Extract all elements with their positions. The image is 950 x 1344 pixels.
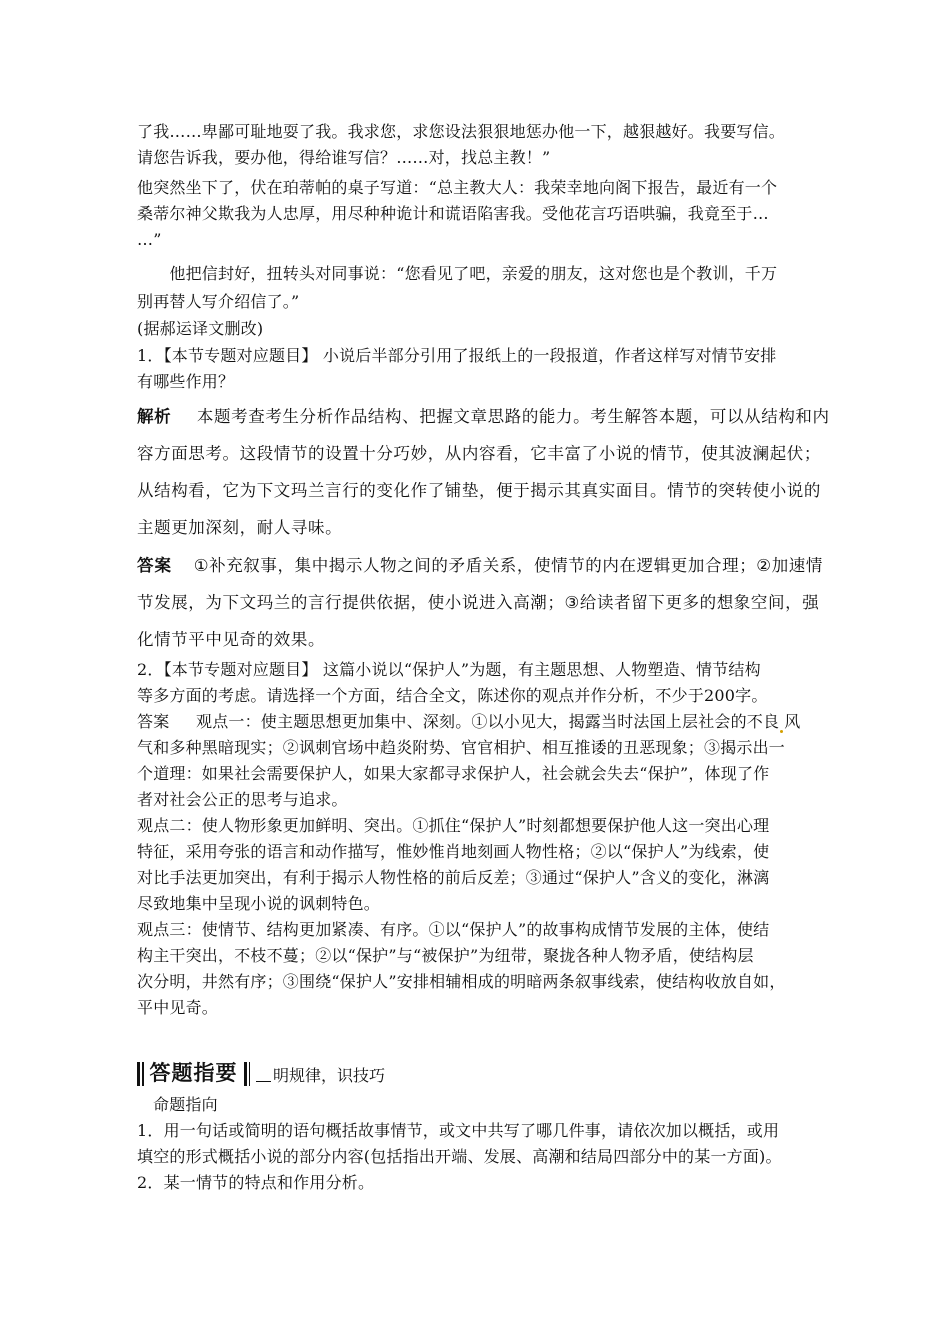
tip-item: 填空的形式概括小说的部分内容(包括指出开端、发展、高潮和结局四部分中的某一方面)。 — [137, 1147, 782, 1166]
viewpoint-3: 构主干突出，不枝不蔓；②以“保护”与“被保护”为纽带，聚拢各种人物矛盾，使结构层 — [137, 946, 754, 965]
analysis-line: 主题更加深刻，耐人寻味。 — [137, 518, 343, 537]
analysis-line: 容方面思考。这段情节的设置十分巧妙，从内容看，它丰富了小说的情节，使其波澜起伏； — [137, 444, 821, 463]
viewpoint-3: 次分明，井然有序；③围绕“保护人”安排相辅相成的明暗两条叙事线索，使结构收放自如， — [137, 972, 786, 991]
viewpoint-2: 对比手法更加突出，有利于揭示人物性格的前后反差；③通过“保护人”含义的变化，淋漓 — [137, 868, 770, 887]
answer-label: 答案 — [137, 712, 170, 731]
viewpoint-2: 特征，采用夸张的语言和动作描写，惟妙惟肖地刻画人物性格；②以“保护人”为线索，使 — [137, 842, 770, 861]
viewpoint-1: 气和多种黑暗现实；②讽刺官场中趋炎附势、官官相护、相互推诿的丑恶现象；③揭示出一 — [137, 738, 786, 757]
subsection-title: 命题指向 — [153, 1095, 218, 1114]
story-line: 他把信封好，扭转头对同事说：“您看见了吧，亲爱的朋友，这对您也是个教训，千万 — [137, 264, 778, 283]
tip-item: 2．某一情节的特点和作用分析。 — [137, 1173, 375, 1192]
answer-label: 答案 — [137, 556, 172, 575]
answer-line — [137, 547, 823, 584]
viewpoint-1: 者对社会公正的思考与追求。 — [137, 790, 348, 809]
source-note: (据郝运译文删改) — [137, 319, 264, 338]
heading-bar-icon — [244, 1062, 247, 1086]
viewpoint-2: 尽致地集中呈现小说的讽刺特色。 — [137, 894, 381, 913]
story-line: 别再替人写介绍信了。” — [137, 292, 300, 311]
story-line: 他突然坐下了，伏在珀蒂帕的桌子写道：“总主教大人：我荣幸地向阁下报告，最近有一个 — [137, 178, 778, 197]
viewpoint-1: 个道理：如果社会需要保护人，如果大家都寻求保护人，社会就会失去“保护”，体现了作 — [137, 764, 770, 783]
analysis-text: 本题考查考生分析作品结构、把握文章思路的能力。考生解答本题，可以从结构和内 — [196, 407, 830, 426]
story-line: 了我……卑鄙可耻地耍了我。我求您，求您设法狠狠地惩办他一下，越狠越好。我要写信。 — [137, 122, 786, 141]
viewpoint-3: 观点三：使情节、结构更加紧凑、有序。①以“保护人”的故事构成情节发展的主体，使结 — [137, 920, 770, 939]
question-1: 1．【本节专题对应题目】 小说后半部分引用了报纸上的一段报道，作者这样写对情节安排 — [137, 346, 777, 365]
question-2: 等多方面的考虑。请选择一个方面，结合全文，陈述你的观点并作分析，不少于200字。 — [137, 686, 768, 705]
story-line: 请您告诉我，要办他，得给谁写信？……对，找总主教！” — [137, 148, 551, 167]
viewpoint-1: 观点一：使主题思想更加集中、深刻。①以小见大，揭露当时法国上层社会的不良 — [196, 712, 780, 731]
viewpoint-3: 平中见奇。 — [137, 998, 219, 1017]
analysis-line: 从结构看，它为下文玛兰言行的变化作了铺垫，便于揭示其真实面目。情节的突转使小说的 — [137, 481, 821, 500]
heading-bar-icon — [142, 1062, 144, 1086]
story-line: …” — [137, 230, 162, 249]
question-1: 有哪些作用？ — [137, 372, 235, 391]
answer-line: 节发展，为下文玛兰的言行提供依据，使小说进入高潮；③给读者留下更多的想象空间，强 — [137, 593, 820, 612]
answer-text: ①补充叙事，集中揭示人物之间的矛盾关系，使情节的内在逻辑更加合理；②加速情 — [193, 556, 824, 575]
answer-line: 化情节平中见奇的效果。 — [137, 630, 326, 649]
heading-title: 答题指要 — [149, 1061, 238, 1085]
question-2: 2．【本节专题对应题目】 这篇小说以“保护人”为题，有主题思想、人物塑造、情节结构 — [137, 660, 761, 679]
viewpoint-2: 观点二：使人物形象更加鲜明、突出。①抓住“保护人”时刻都想要保护他人这一突出心理 — [137, 816, 770, 835]
answer-line — [137, 709, 800, 735]
story-line: 桑蒂尔神父欺我为人忠厚，用尽种种诡计和谎语陷害我。受他花言巧语哄骗，我竟至于… — [137, 204, 769, 223]
analysis-line — [137, 398, 830, 435]
tip-item: 1．用一句话或简明的语句概括故事情节，或文中共写了哪几件事，请依次加以概括，或用 — [137, 1121, 780, 1140]
highlight-dot — [780, 730, 783, 733]
section-heading — [137, 1050, 385, 1086]
heading-subtitle: 明规律，识技巧 — [273, 1066, 386, 1085]
viewpoint-1: 风 — [784, 712, 801, 731]
heading-bar-icon — [249, 1062, 251, 1086]
heading-dash — [256, 1081, 271, 1082]
analysis-label: 解析 — [137, 407, 172, 426]
heading-bar-icon — [137, 1062, 140, 1086]
